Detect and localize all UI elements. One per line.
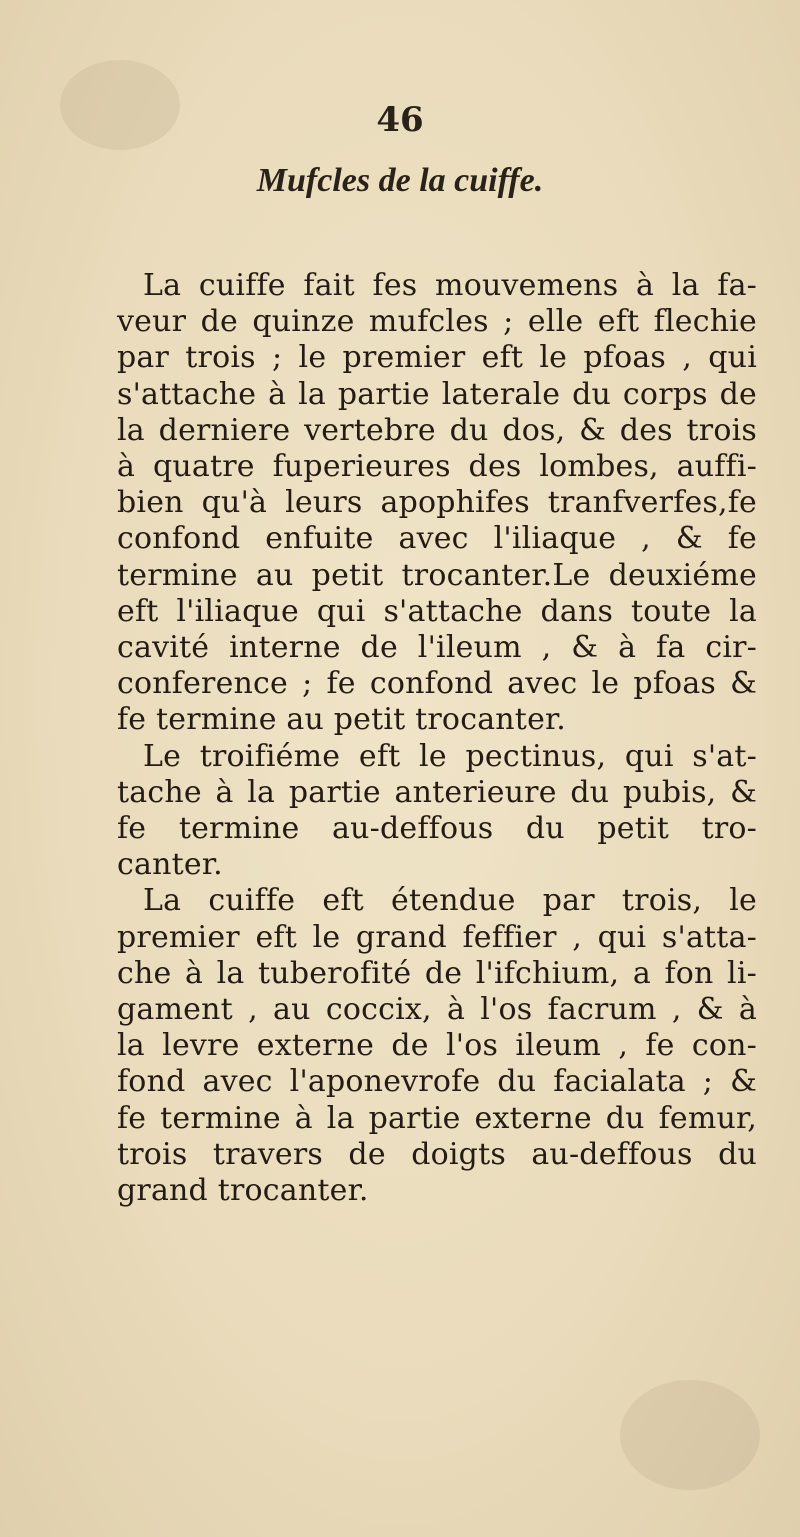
text-line: canter. xyxy=(117,847,223,883)
text-line: La cuiffe fait fes mouvemens à la fa- xyxy=(143,268,757,303)
text-line: s'attache à la partie laterale du corps de xyxy=(117,376,757,412)
text-line: trois travers de doigts au-deffous du xyxy=(117,1136,757,1172)
text-line: fe termine au petit trocanter. xyxy=(117,702,566,738)
body-text xyxy=(117,268,757,1209)
text-line: fe termine au-deffous du petit tro- xyxy=(117,811,757,847)
text-line: tache à la partie anterieure du pubis, & xyxy=(117,774,757,810)
text-line: Le troifiéme eft le pectinus, qui s'at- xyxy=(143,738,757,774)
page-number: 46 xyxy=(376,100,424,140)
text-line: bien qu'à leurs apophifes tranfverfes,fe xyxy=(117,485,757,521)
text-line: la derniere vertebre du dos, & des trois xyxy=(117,412,757,448)
text-line: confond enfuite avec l'iliaque , & fe xyxy=(117,521,757,557)
text-line: gament , au coccix, à l'os facrum , & à xyxy=(117,992,757,1028)
text-line: eft l'iliaque qui s'attache dans toute la xyxy=(117,593,757,629)
text-line: veur de quinze mufcles ; elle eft flechie xyxy=(117,304,757,340)
text-line: termine au petit trocanter.Le deuxiéme xyxy=(117,557,757,593)
text-line: à quatre fuperieures des lombes, auffi- xyxy=(117,449,757,485)
text-line: che à la tuberofité de l'ifchium, a fon li- xyxy=(117,955,757,991)
text-line: grand trocanter. xyxy=(117,1173,369,1209)
text-line: premier eft le grand feffier , qui s'atta- xyxy=(117,919,757,955)
text-line: cavité interne de l'ileum , & à fa cir- xyxy=(117,630,757,666)
text-line: fond avec l'aponevrofe du facialata ; & xyxy=(117,1064,757,1100)
paragraph xyxy=(117,739,757,884)
text-line: par trois ; le premier eft le pfoas , qui xyxy=(117,340,757,376)
text-line: fe termine à la partie externe du femur, xyxy=(117,1100,757,1136)
running-title: Mufcles de la cuiffe. xyxy=(256,162,544,199)
text-line: conference ; fe confond avec le pfoas & xyxy=(117,666,757,702)
paragraph xyxy=(117,268,757,739)
text-line: La cuiffe eft étendue par trois, le xyxy=(143,883,757,919)
paper-stain xyxy=(620,1380,760,1490)
paragraph xyxy=(117,883,757,1209)
text-line: la levre externe de l'os ileum , fe con- xyxy=(117,1028,757,1064)
